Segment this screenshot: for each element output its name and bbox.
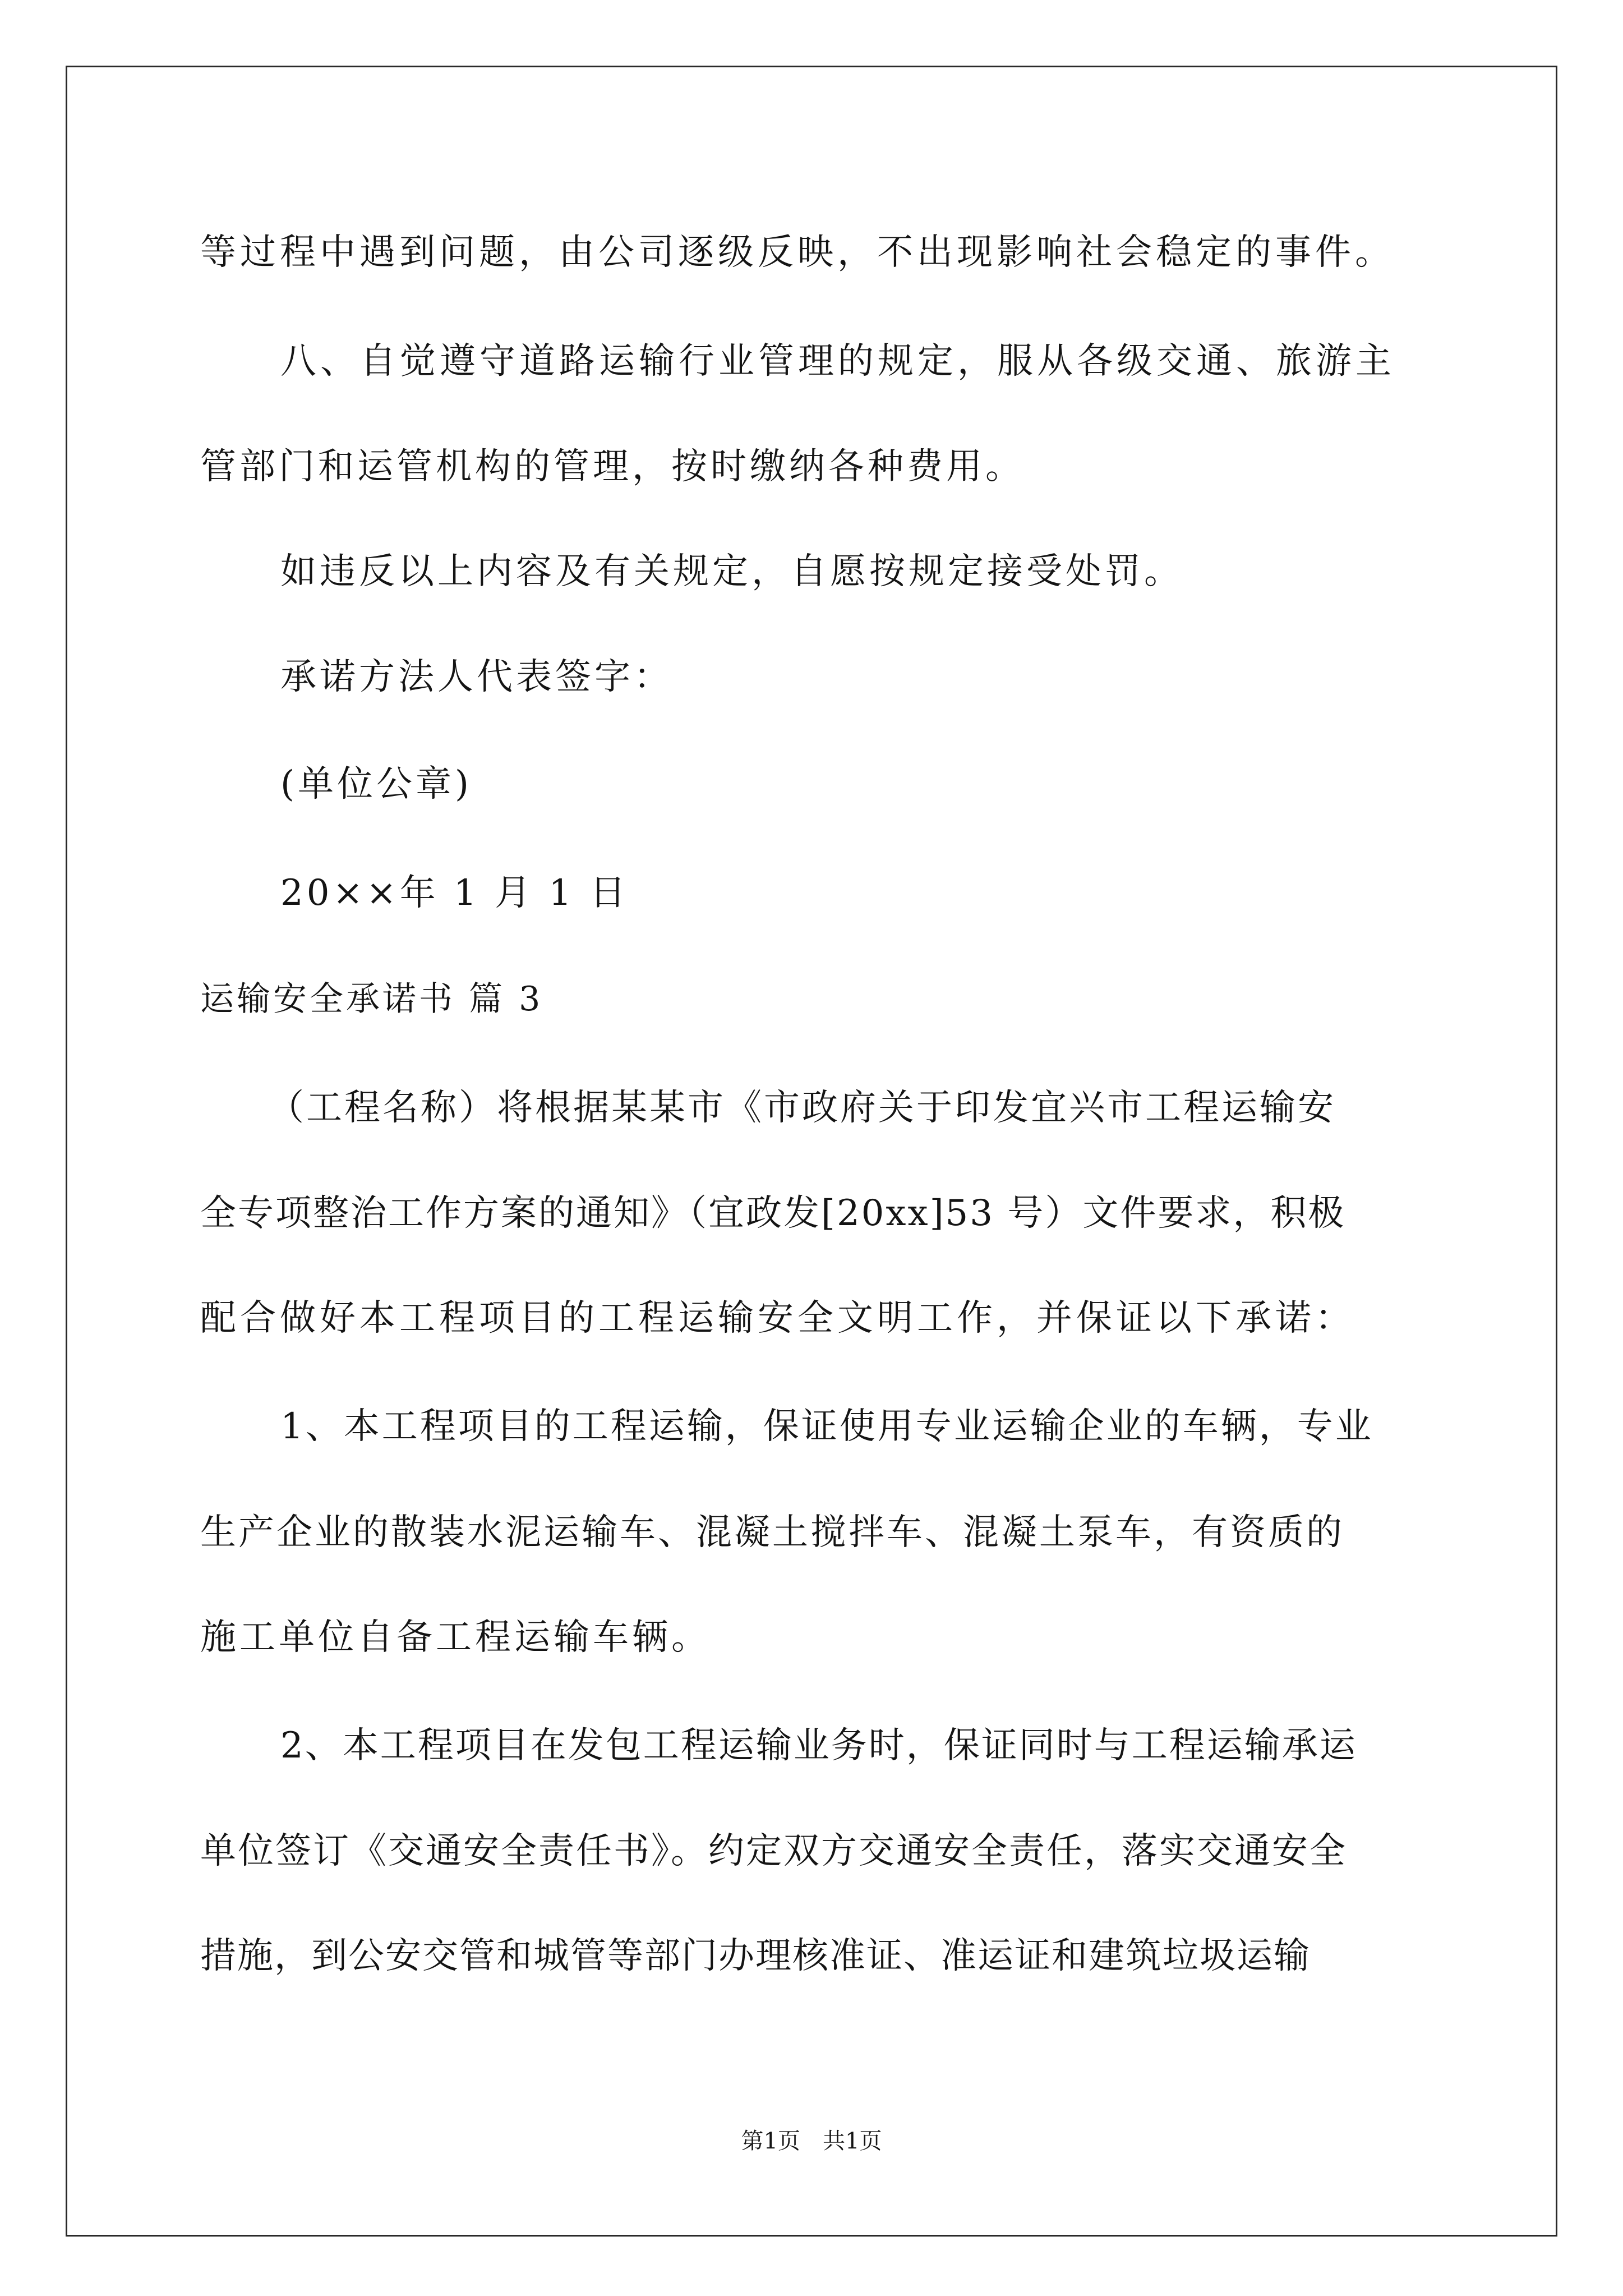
text-line: 等过程中遇到问题，由公司逐级反映，不出现影响社会稳定的事件。 xyxy=(200,232,1395,273)
text-line: 八、自觉遵守道路运输行业管理的规定，服从各级交通、旅游主 xyxy=(280,341,1395,382)
text-line: 单位签订《交通安全责任书》。约定双方交通安全责任，落实交通安全 xyxy=(200,1830,1347,1872)
page-number: 第1页 xyxy=(741,2128,800,2154)
text-line: 配合做好本工程项目的工程运输安全文明工作，并保证以下承诺： xyxy=(200,1297,1355,1339)
text-line: 2、本工程项目在发包工程运输业务时，保证同时与工程运输承运 xyxy=(280,1725,1357,1766)
text-line: 如违反以上内容及有关规定，自愿按规定接受处罚。 xyxy=(280,551,1183,592)
text-line: 承诺方法人代表签字： xyxy=(280,656,673,698)
text-line: (单位公章) xyxy=(280,763,472,805)
page-footer xyxy=(0,2130,1623,2152)
text-line: 施工单位自备工程运输车辆。 xyxy=(200,1617,711,1658)
text-line: 生产企业的散装水泥运输车、混凝土搅拌车、混凝土泵车，有资质的 xyxy=(200,1512,1344,1553)
text-line: 1、本工程项目的工程运输，保证使用专业运输企业的车辆，专业 xyxy=(280,1406,1373,1447)
page-total: 共1页 xyxy=(823,2128,882,2154)
page-border xyxy=(66,66,1557,2237)
text-line: 措施，到公安交管和城管等部门办理核准证、准运证和建筑垃圾运输 xyxy=(200,1935,1311,1977)
text-line: （工程名称）将根据某某市《市政府关于印发宜兴市工程运输安 xyxy=(268,1087,1336,1129)
date-line: 20××年 1 月 1 日 xyxy=(280,872,629,914)
section-heading: 运输安全承诺书 篇 3 xyxy=(200,979,543,1019)
text-line: 管部门和运管机构的管理，按时缴纳各种费用。 xyxy=(200,446,1025,487)
text-line: 全专项整治工作方案的通知》（宜政发[20xx]53 号）文件要求，积极 xyxy=(200,1193,1346,1234)
